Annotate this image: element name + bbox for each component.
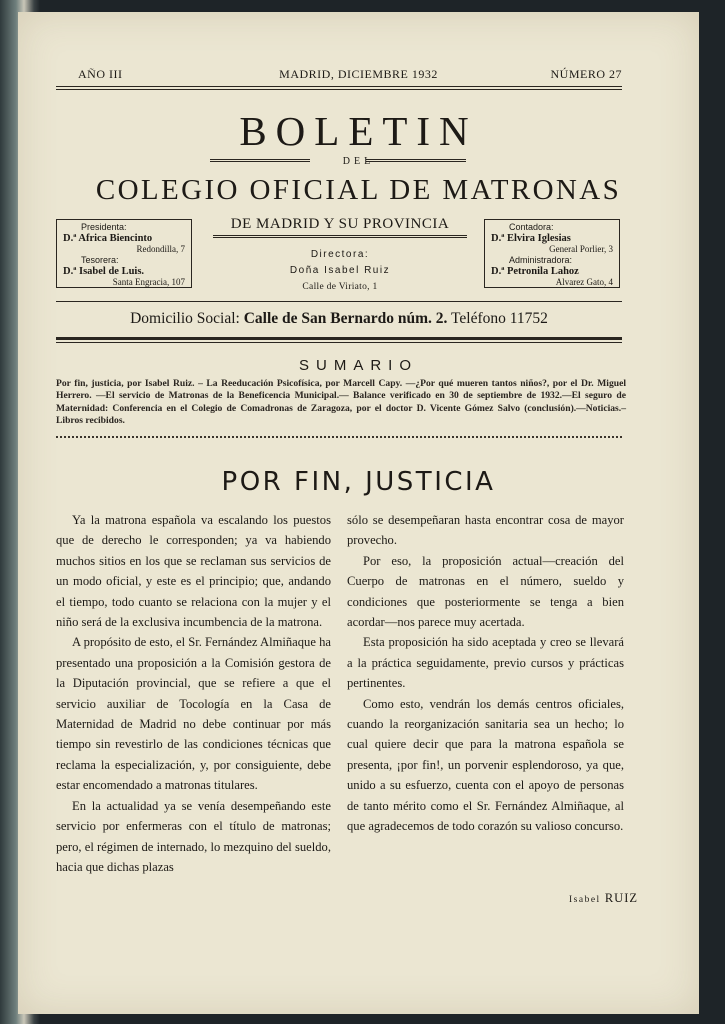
signature-first: Isabel (569, 895, 601, 905)
officers-box-left (56, 219, 192, 288)
left-name-1: D.ª Africa Biencinto (63, 233, 153, 244)
right-addr-2: Alvarez Gato, 4 (555, 277, 613, 287)
domicilio-line (56, 310, 622, 328)
officers-box-right (484, 219, 620, 288)
right-name-1: D.ª Elvira Iglesias (491, 233, 571, 244)
right-paragraph-4: Como esto, vendrán los demás centros oficiales, cuando la reorganización sanitaria sea un hecho; lo cual quiere decir que para la matrona española se presenta, ¡por fin!, un porvenir esplendoroso, ya que, unido a su esfuerzo, cuenta con el apoyo de personas de tanto mérito como el Sr. Fernández Almiñaque, al que agradecemos de todo corazón su valioso concurso. (347, 696, 624, 834)
right-paragraph-2: Por eso, la proposición actual—creación del Cuerpo de matronas en el número, sueldo y condiciones que posteriormente se tenga a bien acordar—nos parece muy acertada. (347, 553, 624, 630)
article-column-left (56, 510, 331, 877)
sumario-text: Por fin, justicia, por Isabel Ruiz. – La Reeducación Psicofísica, por Marcell Capy. —¿Por qué mueren tantos niños?, por el Dr. Miguel Herrero. —El servicio de Matronas de la Beneficencia Municipal.— Balance verificado en 30 de septiembre de 1932.—El seguro de Maternidad: Conferencia en el Colegio de Comadronas de Zaragoza, por el doctor D. Vicente Gómez Salvo (conclusión).—Noticias.– Libros recibidos. (56, 378, 626, 427)
director-address: Calle de Viriato, 1 (302, 282, 378, 292)
newsletter-page (18, 12, 699, 1014)
right-paragraph-3: Esta proposición ha sido aceptada y creo se llevará a la práctica seguidamente, previo cursos y prácticas pertinentes. (347, 635, 624, 691)
left-addr-2: Santa Engracia, 107 (112, 277, 185, 287)
right-addr-1: General Porlier, 3 (549, 244, 613, 254)
director-name: Doña Isabel Ruiz (289, 265, 391, 276)
header-rule-top (56, 86, 622, 87)
masthead-colegio: COLEGIO OFICIAL DE MATRONAS (95, 174, 622, 206)
domicilio-rule-thin (56, 342, 622, 343)
masthead-subtitle: DE MADRID Y SU PROVINCIA (230, 216, 450, 232)
masthead-del: DEL (342, 156, 375, 167)
right-paragraph-1: sólo se desempeñaran hasta encontrar cosa de mayor provecho. (347, 513, 624, 548)
domicilio-rule-top (56, 301, 622, 302)
subtitle-rule (213, 235, 467, 238)
article-headline: POR FIN, JUSTICIA (221, 467, 496, 497)
masthead-title: BOLETIN (239, 108, 478, 154)
left-role-1: Presidenta: (81, 222, 127, 232)
year-label: AÑO III (78, 67, 123, 81)
article-signature (508, 891, 638, 906)
left-paragraph-3: En la actualidad ya se venía desempeñando este servicio por enfermeras con el título de matronas; pero, el régimen de internado, lo mezquino del sueldo, hacia que dichas plazas (56, 798, 331, 874)
left-addr-1: Redondilla, 7 (136, 244, 185, 254)
issue-number: NÚMERO 27 (550, 67, 622, 81)
left-paragraph-1: Ya la matrona española va escalando los puestos que de derecho le corresponden; ya va habiendo muchos sitios en los que se reclaman sus servicios de un modo oficial, y este es el principio; que, andando el tiempo, todo cuanto se relaciona con la mujer y el niño será de la exclusiva incumbencia de la matrona. (56, 513, 331, 630)
sumario-title: SUMARIO (298, 357, 418, 374)
article-column-right (347, 510, 624, 837)
domicilio-label: Domicilio Social: (130, 310, 240, 327)
left-name-2: D.ª Isabel de Luis. (63, 266, 145, 277)
right-name-2: D.ª Petronila Lahoz (491, 266, 579, 277)
right-role-1: Contadora: (509, 222, 554, 232)
director-label: Directora: (310, 249, 370, 260)
place-date: MADRID, DICIEMBRE 1932 (279, 67, 438, 81)
domicilio-rule-thick (56, 337, 622, 340)
domicilio-address: Calle de San Bernardo núm. 2. (243, 310, 448, 327)
left-paragraph-2: A propósito de esto, el Sr. Fernández Almiñaque ha presentado una proposición a la Comisión gestora de la Diputación provincial, que se refiere a que el servicio auxiliar de Tocología en la Casa de Maternidad de Madrid no debe continuar por más tiempo sin revestirlo de las condiciones técnicas que reclama la especialización, y, por consiguiente, debe estar encomendado a matronas titulares. (56, 635, 331, 793)
left-role-2: Tesorera: (81, 255, 119, 265)
sumario-dotted-rule (56, 436, 622, 438)
right-role-2: Administradora: (509, 255, 573, 265)
domicilio-phone: Teléfono 11752 (451, 310, 548, 327)
header-rule-bottom (56, 89, 622, 90)
signature-last: RUIZ (604, 891, 638, 905)
